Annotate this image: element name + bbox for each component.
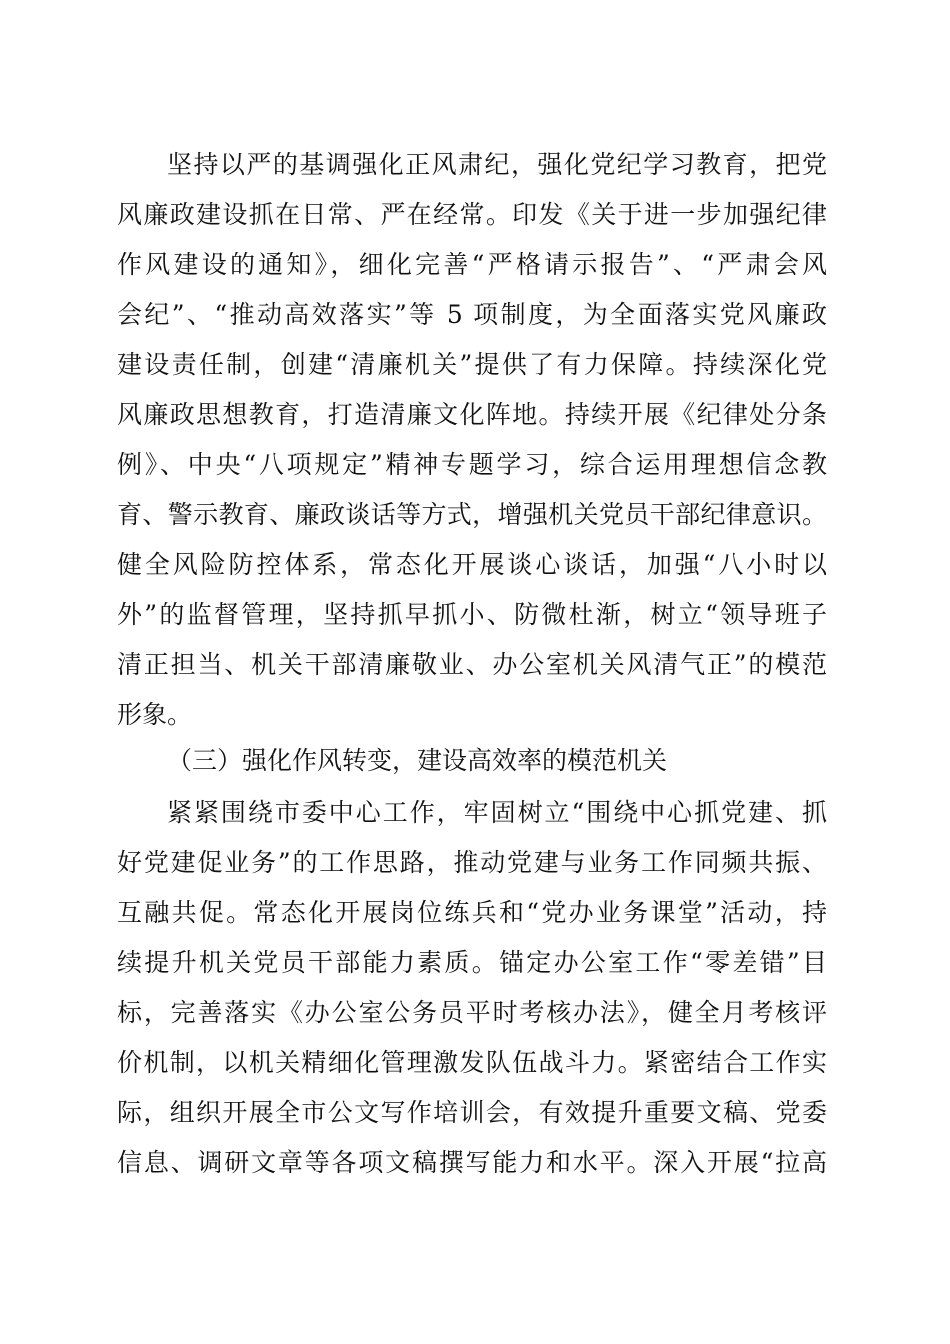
paragraph-2-line-4: 续提升机关党员干部能力素质。锚定办公室工作“零差错”目 [117, 948, 827, 977]
paragraph-1-line-1: 坚持以严的基调强化正风肃纪，强化党纪学习教育，把党 [167, 150, 827, 179]
paragraph-1-line-3: 作风建设的通知》，细化完善“严格请示报告”、“严肃会风 [117, 250, 827, 279]
paragraph-1-line-2: 风廉政建设抓在日常、严在经常。印发《关于进一步加强纪律 [117, 200, 827, 229]
paragraph-1-line-7: 例》、中央“八项规定”精神专题学习，综合运用理想信念教 [117, 450, 827, 479]
paragraph-1-line-9: 健全风险防控体系，常态化开展谈心谈话，加强“八小时以 [117, 550, 827, 579]
section-heading: （三）强化作风转变，建设高效率的模范机关 [167, 746, 668, 775]
paragraph-2-line-1: 紧紧围绕市委中心工作，牢固树立“围绕中心抓党建、抓 [167, 798, 827, 827]
paragraph-2-line-2: 好党建促业务”的工作思路，推动党建与业务工作同频共振、 [117, 848, 827, 877]
paragraph-2-line-6: 价机制，以机关精细化管理激发队伍战斗力。紧密结合工作实 [117, 1048, 827, 1077]
paragraph-2-line-5: 标，完善落实《办公室公务员平时考核办法》，健全月考核评 [117, 998, 827, 1027]
paragraph-1-line-5: 建设责任制，创建“清廉机关”提供了有力保障。持续深化党 [117, 350, 827, 379]
paragraph-2-line-7: 际，组织开展全市公文写作培训会，有效提升重要文稿、党委 [117, 1098, 827, 1127]
paragraph-1-line-10: 外”的监督管理，坚持抓早抓小、防微杜渐，树立“领导班子 [117, 600, 827, 629]
paragraph-2-line-8: 信息、调研文章等各项文稿撰写能力和水平。深入开展“拉高 [117, 1148, 827, 1177]
paragraph-1-line-6: 风廉政思想教育，打造清廉文化阵地。持续开展《纪律处分条 [117, 400, 827, 429]
paragraph-1-line-11: 清正担当、机关干部清廉敬业、办公室机关风清气正”的模范 [117, 650, 827, 679]
paragraph-1-line-4: 会纪”、“推动高效落实”等 5 项制度，为全面落实党风廉政 [117, 300, 827, 329]
paragraph-1-line-8: 育、警示教育、廉政谈话等方式，增强机关党员干部纪律意识。 [117, 500, 827, 529]
paragraph-2-line-3: 互融共促。常态化开展岗位练兵和“党办业务课堂”活动，持 [117, 898, 827, 927]
paragraph-1-line-12: 形象。 [117, 700, 193, 729]
